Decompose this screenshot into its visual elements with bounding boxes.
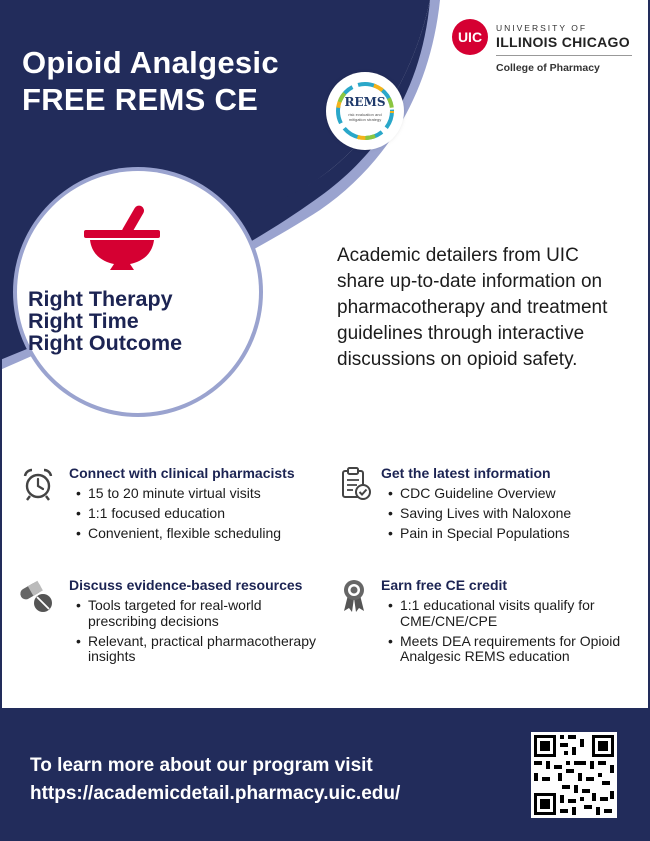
uic-badge: UIC [452, 19, 488, 55]
rems-logo [329, 75, 401, 147]
alarm-clock-icon [22, 467, 54, 501]
footer-line-1: To learn more about our program visit [30, 755, 373, 776]
list-item: • 15 to 20 minute virtual visits [76, 486, 326, 502]
mortar-pestle-icon [82, 200, 162, 275]
college-name: College of Pharmacy [496, 62, 600, 74]
tagline [28, 288, 182, 354]
qr-code-icon[interactable] [531, 732, 617, 818]
list-item: • Meets DEA requirements for Opioid Analgesic REMS education [388, 634, 638, 665]
university-name: ILLINOIS CHICAGO [496, 34, 630, 50]
university-of-label: UNIVERSITY OF [496, 23, 588, 33]
footer-url-link[interactable]: https://academicdetail.pharmacy.uic.edu/ [30, 783, 401, 804]
rems-subtitle: risk evaluation and mitigation strategy [348, 112, 382, 122]
headline-line-2: FREE REMS CE [22, 82, 259, 117]
list-item: • Pain in Special Populations [388, 526, 638, 542]
feature-evidence [18, 576, 328, 676]
list-item: • Tools targeted for real-world prescribing decisions [76, 598, 316, 629]
list-item: • 1:1 focused education [76, 506, 326, 522]
clipboard-check-icon [340, 466, 372, 502]
logo-divider [496, 55, 632, 56]
list-item: • Saving Lives with Naloxone [388, 506, 638, 522]
list-item: • 1:1 educational visits qualify for CME/CNE/CPE [388, 598, 638, 629]
tagline-line-1: Right Therapy [28, 287, 173, 311]
headline [22, 44, 279, 118]
pills-icon [18, 580, 56, 614]
feature-latest-info [340, 464, 640, 554]
feature-list [388, 486, 638, 546]
feature-connect [22, 464, 322, 554]
feature-list [76, 598, 316, 669]
feature-list [76, 486, 326, 546]
feature-list [388, 598, 638, 669]
footer-text [30, 752, 400, 808]
footer-banner [0, 708, 650, 841]
feature-title: Get the latest information [381, 465, 551, 481]
list-item: • CDC Guideline Overview [388, 486, 638, 502]
headline-line-1: Opioid Analgesic [22, 45, 279, 80]
list-item: • Relevant, practical pharmacotherapy insights [76, 634, 316, 665]
tagline-line-2: Right Time [28, 309, 139, 333]
rems-ring-icon [329, 75, 401, 147]
feature-ce-credit [340, 576, 645, 676]
list-item: • Convenient, flexible scheduling [76, 526, 326, 542]
uic-logo [452, 19, 642, 79]
feature-title: Earn free CE credit [381, 577, 508, 593]
feature-title: Discuss evidence-based resources [69, 577, 303, 593]
rems-label: REMS [344, 95, 386, 109]
feature-title: Connect with clinical pharmacists [69, 465, 295, 481]
tagline-line-3: Right Outcome [28, 331, 183, 355]
intro-paragraph: Academic detailers from UIC share up-to-date information on pharmacotherapy and treatment guidelines through interactive discussions on opioid safety. [337, 245, 608, 370]
award-ribbon-icon [341, 578, 367, 614]
